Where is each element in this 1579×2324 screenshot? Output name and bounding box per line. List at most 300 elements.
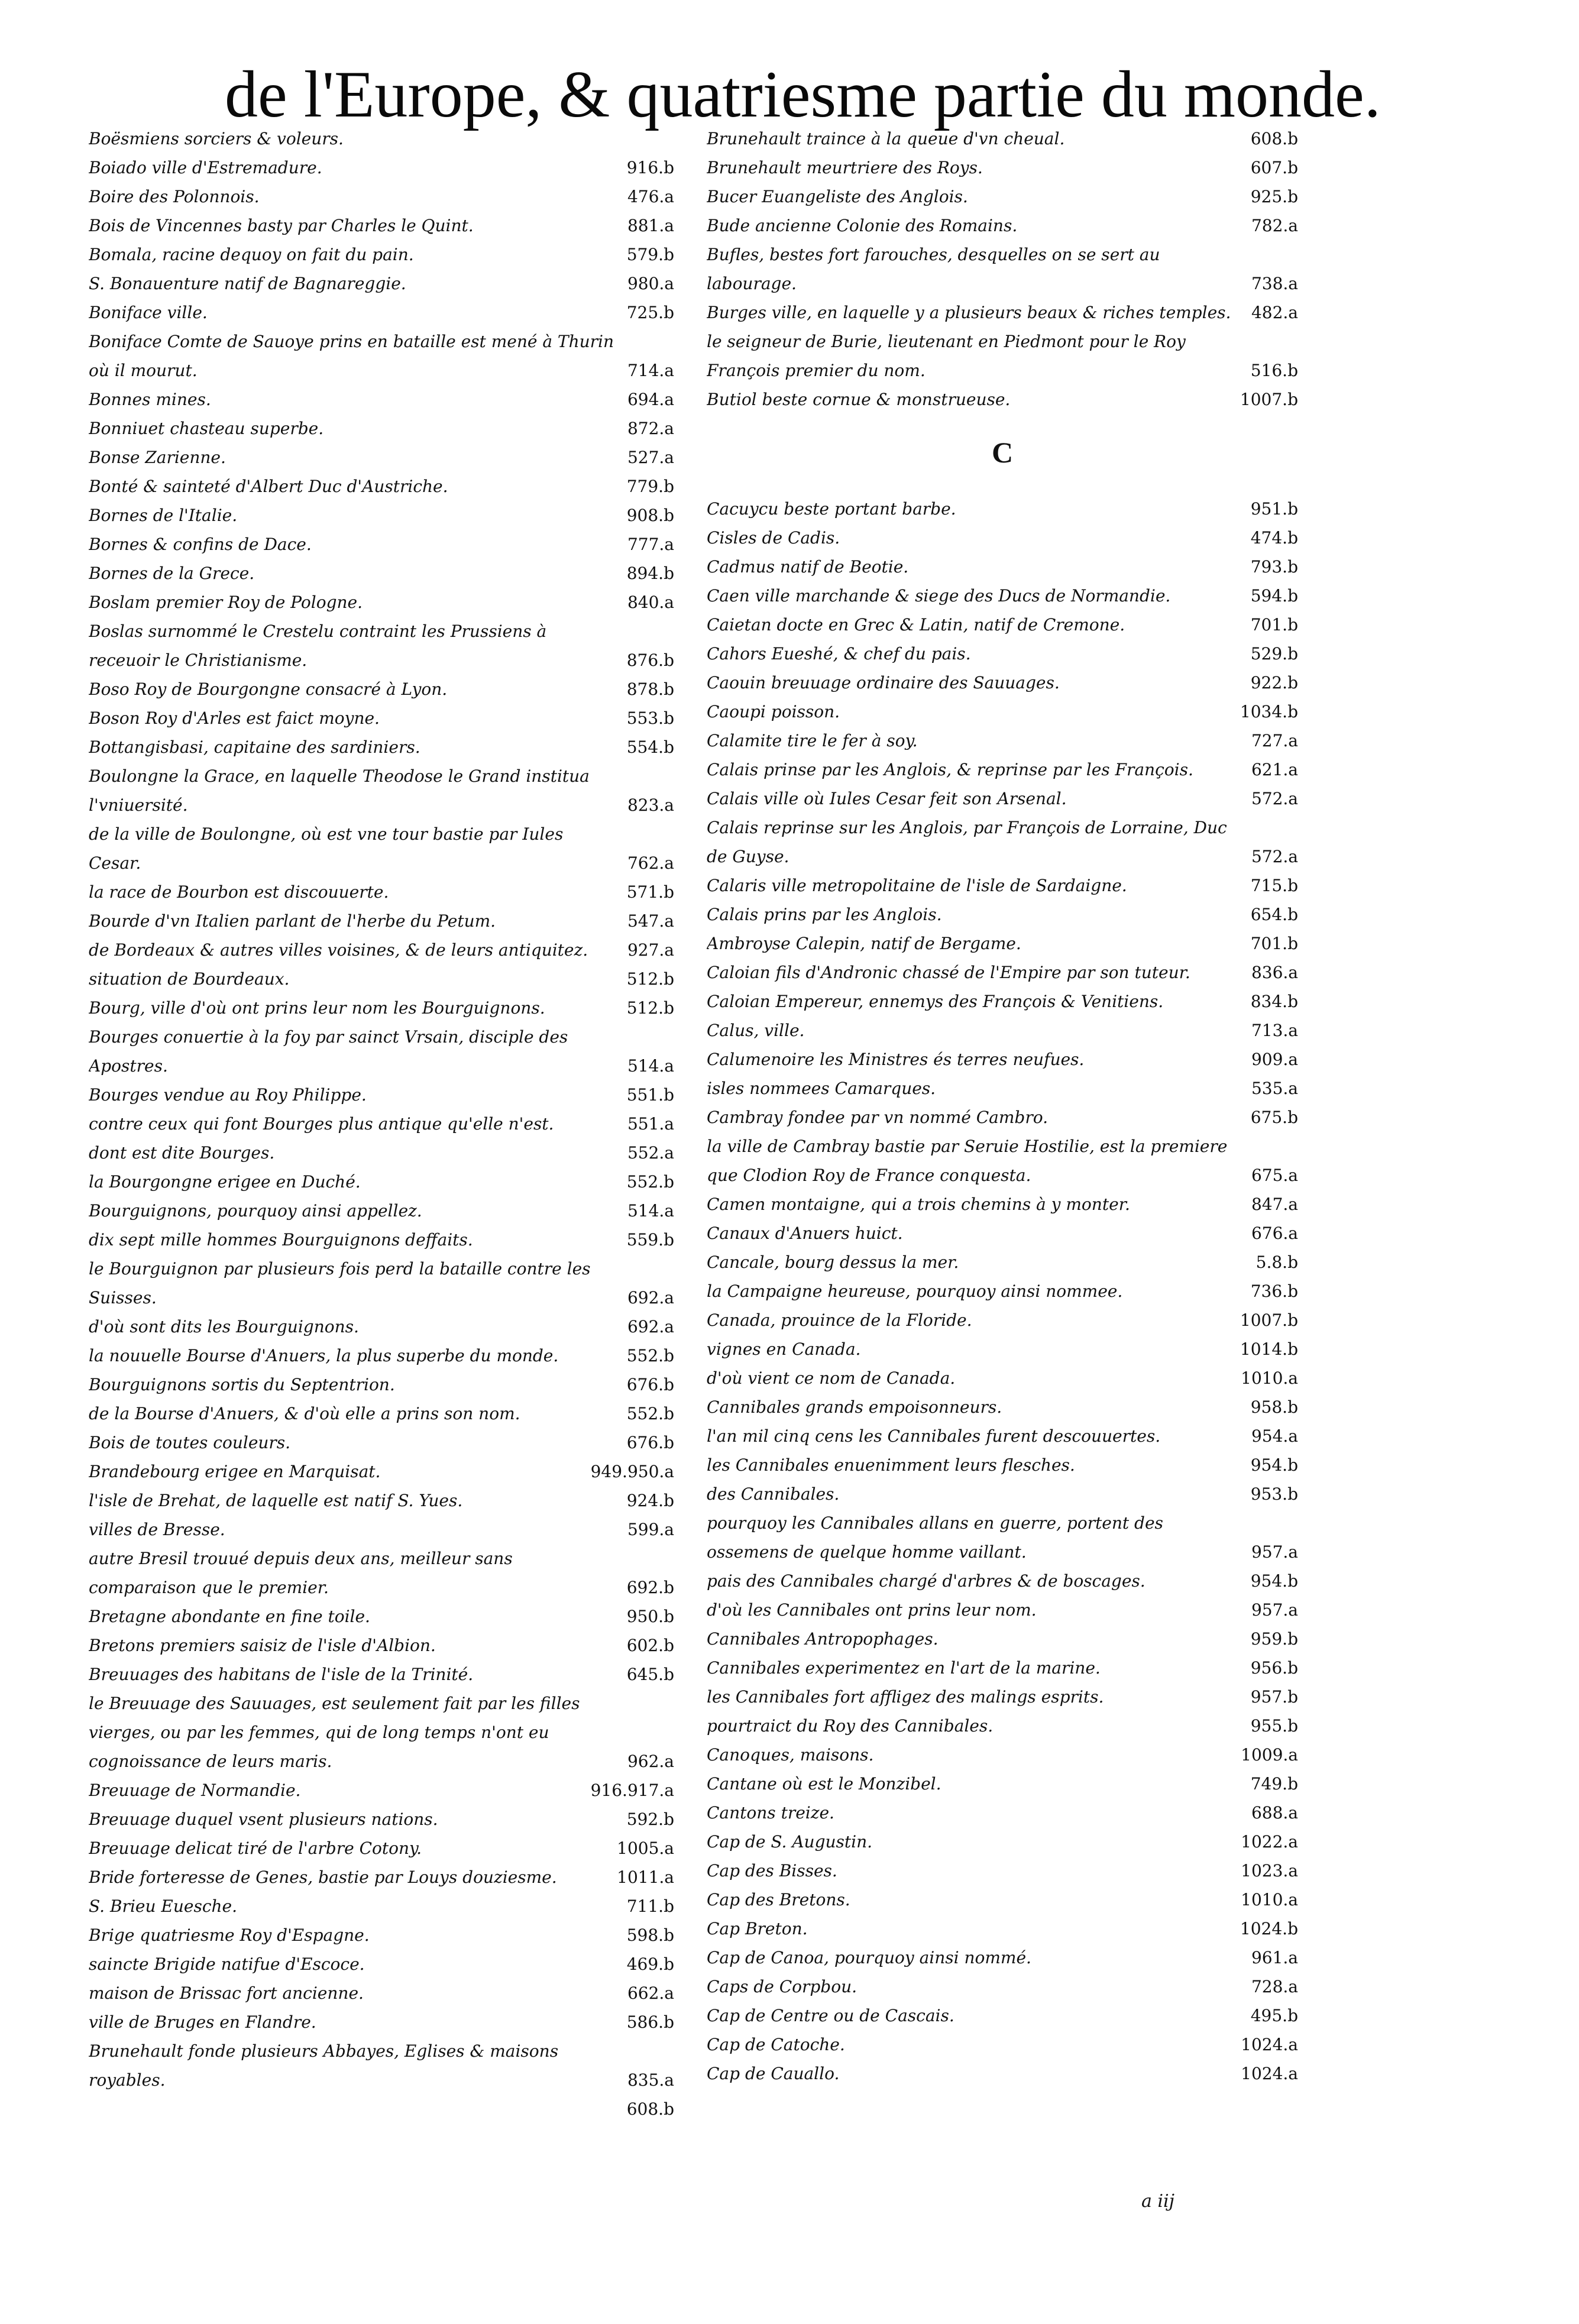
entry-text: S. Brieu Euesche. (89, 1896, 238, 1916)
index-entry (707, 1682, 1298, 1711)
entry-text: pais des Cannibales chargé d'arbres & de boscages. (707, 1571, 1146, 1591)
index-entry (707, 1103, 1298, 1132)
index-entry (89, 1979, 674, 2008)
entry-page-ref: 495.b (1250, 2006, 1298, 2025)
entry-text: Cacuycu beste portant barbe. (707, 499, 956, 519)
entry-page-ref: 961.a (1251, 1948, 1298, 1967)
index-entry (707, 1509, 1298, 1566)
entry-page-ref: 1022.a (1241, 1832, 1298, 1852)
index-entry (707, 1393, 1298, 1422)
entry-text: Cap de S. Augustin. (707, 1832, 873, 1852)
index-entry (89, 588, 674, 617)
entry-page-ref: 916.917.a (590, 1781, 674, 1800)
index-entry (707, 1364, 1298, 1393)
index-entry (707, 987, 1298, 1016)
entry-page-ref: 958.b (1250, 1397, 1298, 1417)
entry-text: Bonse Zarienne. (89, 448, 226, 467)
entry-text: Cannibales experimentez en l'art de la marine. (707, 1658, 1101, 1678)
entry-text: Calamite tire le fer à soy. (707, 731, 918, 750)
index-entry (707, 1914, 1298, 1943)
entry-page-ref: 662.a (627, 1983, 674, 2003)
index-entry (707, 385, 1298, 414)
entry-text: Calumenoire les Ministres és terres neufues. (707, 1050, 1085, 1069)
entry-text: Caloian fils d'Andronic chassé de l'Empire par son tuteur. (707, 963, 1190, 982)
entry-text: le seigneur de Burie, lieutenant en Piedmont pour le Roy François premier du nom. (707, 332, 1186, 380)
index-entry (707, 668, 1298, 697)
entry-text: Breuuage de Normandie. (89, 1781, 301, 1800)
index-entry (707, 581, 1298, 610)
index-entry (707, 1422, 1298, 1451)
entry-page-ref: 535.a (1251, 1079, 1298, 1098)
entry-page-ref: 572.a (1251, 847, 1298, 866)
entry-page-ref: 598.b (626, 1925, 674, 1945)
entry-text: Caloian Empereur, ennemys des François & Venitiens. (707, 992, 1164, 1011)
entry-text: Cancale, bourg dessus la mer. (707, 1252, 959, 1272)
entry-text: Boson Roy d'Arles est faict moyne. (89, 708, 380, 728)
index-entry (707, 327, 1298, 385)
entry-text: Camen montaigne, qui a trois chemins à y monter. (707, 1195, 1130, 1214)
section-letter: C (991, 436, 1014, 469)
entry-page-ref: 552.b (626, 1172, 674, 1192)
entry-page-ref: 834.b (1250, 992, 1298, 1011)
entry-page-ref: 909.a (1251, 1050, 1298, 1069)
entry-page-ref: 1024.a (1241, 2064, 1298, 2083)
index-entry (89, 269, 674, 298)
entry-page-ref: 962.a (627, 1752, 674, 1771)
entry-text: de Bordeaux & autres villes voisines, & de leurs antiquitez. (89, 940, 588, 960)
index-entry (89, 1109, 674, 1138)
entry-page-ref: 749.b (1250, 1774, 1298, 1794)
index-entry (89, 327, 674, 385)
entry-text: Cannibales grands empoisonneurs. (707, 1397, 1002, 1417)
entry-text: Bois de toutes couleurs. (89, 1433, 291, 1452)
page-title: de l'Europe, & quatriesme partie du monde. (225, 58, 1381, 131)
entry-text: Cap de Catoche. (707, 2035, 845, 2054)
entry-text: des Cannibales. (707, 1484, 840, 1504)
index-entry (89, 1776, 674, 1805)
entry-page-ref: 793.b (1250, 557, 1298, 577)
entry-text: Boniface ville. (89, 303, 208, 322)
index-entry (707, 726, 1298, 755)
index-entry (89, 1921, 674, 1950)
entry-page-ref: 1014.b (1240, 1339, 1298, 1359)
entry-text: Bride forteresse de Genes, bastie par Louys douziesme. (89, 1867, 557, 1887)
entry-page-ref: 727.a (1251, 731, 1298, 750)
entry-page-ref: 1010.a (1241, 1368, 1298, 1388)
entry-page-ref: 950.b (626, 1607, 674, 1626)
entry-text: Cap de Cauallo. (707, 2064, 840, 2083)
entry-page-ref: 559.b (626, 1230, 674, 1250)
entry-text: Breuuage delicat tiré de l'arbre Cotony. (89, 1839, 422, 1858)
index-entry (89, 182, 674, 211)
entry-text: vignes en Canada. (707, 1339, 861, 1359)
entry-page-ref: 675.b (1250, 1108, 1298, 1127)
entry-page-ref: 711.b (626, 1896, 674, 1916)
entry-text: l'an mil cinq cens les Cannibales furent descouuertes. (707, 1426, 1161, 1446)
entry-page-ref: 586.b (626, 2012, 674, 2032)
index-entry (89, 2037, 674, 2095)
entry-text: Butiol beste cornue & monstrueuse. (707, 390, 1011, 409)
entry-page-ref: 916.b (626, 158, 674, 177)
index-entry (89, 704, 674, 733)
entry-page-ref: 645.b (626, 1665, 674, 1684)
entry-text: d'où les Cannibales ont prins leur nom. (707, 1600, 1037, 1620)
entry-page-ref: 514.a (627, 1056, 674, 1076)
index-entry (89, 1805, 674, 1834)
entry-text: Bretons premiers saisiz de l'isle d'Albion. (89, 1636, 436, 1655)
entry-text: saincte Brigide natifue d'Escoce. (89, 1954, 365, 1974)
entry-page-ref: 552.a (627, 1143, 674, 1163)
entry-page-ref: 1034.b (1240, 702, 1298, 721)
entry-page-ref: 516.b (1250, 361, 1298, 380)
index-entry (707, 1248, 1298, 1277)
entry-page-ref: 476.a (627, 187, 674, 206)
entry-text: S. Bonauenture natif de Bagnareggie. (89, 274, 406, 293)
index-entry (707, 1451, 1298, 1480)
entry-text: de la Bourse d'Anuers, & d'où elle a prins son nom. (89, 1404, 520, 1423)
entry-page-ref: 552.b (626, 1404, 674, 1423)
entry-text: pourquoy les Cannibales allans en guerre, portent des ossemens de quelque homme vaillant. (707, 1513, 1163, 1562)
index-entry (707, 784, 1298, 813)
index-entry (707, 1856, 1298, 1885)
entry-page-ref: 894.b (626, 564, 674, 583)
index-entry (89, 762, 674, 820)
entry-text: les Cannibales fort affligez des malings esprits. (707, 1687, 1104, 1707)
index-entry (707, 900, 1298, 929)
index-entry (707, 2059, 1298, 2088)
entry-text: Burges ville, en laquelle y a plusieurs beaux & riches temples. (707, 303, 1231, 322)
entry-page-ref: 1005.a (617, 1839, 674, 1858)
index-entry (707, 153, 1298, 182)
entry-page-ref: 823.a (627, 795, 674, 815)
index-entry (89, 1254, 674, 1312)
entry-page-ref: 980.a (627, 274, 674, 293)
entry-page-ref: 954.a (1251, 1426, 1298, 1446)
entry-page-ref: 872.a (627, 419, 674, 438)
entry-text: d'où vient ce nom de Canada. (707, 1368, 956, 1388)
index-entry (707, 1740, 1298, 1769)
index-entry (707, 871, 1298, 900)
entry-text: Brunehault meurtriere des Roys. (707, 158, 983, 177)
index-entry (89, 1225, 674, 1254)
index-entry (707, 211, 1298, 240)
entry-page-ref: 551.b (626, 1085, 674, 1105)
entry-page-ref: 835.a (627, 2070, 674, 2090)
entry-text: isles nommees Camarques. (707, 1079, 936, 1098)
entry-text: d'où sont dits les Bourguignons. (89, 1317, 359, 1336)
entry-page-ref: 579.b (626, 245, 674, 264)
index-entry (89, 1892, 674, 1921)
index-entry (707, 1972, 1298, 2001)
entry-page-ref: 957.a (1251, 1542, 1298, 1562)
entry-text: Bonnes mines. (89, 390, 211, 409)
index-entry (89, 530, 674, 559)
entry-page-ref: 692.b (626, 1578, 674, 1597)
entry-page-ref: 482.a (1251, 303, 1298, 322)
entry-text: la Campaigne heureuse, pourquoy ainsi nommee. (707, 1281, 1123, 1301)
entry-text: Calais prins par les Anglois. (707, 905, 942, 924)
entry-page-ref: 949.950.a (590, 1462, 674, 1481)
entry-text: Brandebourg erigee en Marquisat. (89, 1462, 381, 1481)
entry-page-ref: 594.b (1250, 586, 1298, 606)
entry-page-ref: 692.a (627, 1317, 674, 1336)
entry-text: Cantons treize. (707, 1803, 834, 1823)
entry-page-ref: 714.a (627, 361, 674, 380)
entry-page-ref: 1009.a (1241, 1745, 1298, 1765)
index-entry (89, 820, 674, 878)
entry-page-ref: 688.a (1251, 1803, 1298, 1823)
index-entry (89, 1428, 674, 1457)
index-entry (707, 1885, 1298, 1914)
entry-text: la ville de Cambray bastie par Seruie Hostilie, est la premiere que Clodion Roy de France conquesta. (707, 1137, 1228, 1185)
index-entry (707, 2001, 1298, 2030)
index-entry (707, 1190, 1298, 1219)
entry-text: Bretagne abondante en fine toile. (89, 1607, 370, 1626)
entry-text: Breuuage duquel vsent plusieurs nations. (89, 1810, 438, 1829)
entry-page-ref: 474.b (1250, 528, 1298, 548)
entry-text: Bornes & confins de Dace. (89, 535, 312, 554)
entry-text: Bourges vendue au Roy Philippe. (89, 1085, 367, 1105)
index-entry (707, 1277, 1298, 1306)
entry-text: Canada, prouince de la Floride. (707, 1310, 972, 1330)
index-entry (707, 958, 1298, 987)
entry-page-ref: 728.a (1251, 1977, 1298, 1996)
entry-page-ref: 908.b (626, 506, 674, 525)
entry-page-ref: 762.a (627, 853, 674, 873)
entry-text: Calus, ville. (707, 1021, 805, 1040)
index-entry (707, 182, 1298, 211)
entry-text: Calais reprinse sur les Anglois, par François de Lorraine, Duc de Guyse. (707, 818, 1227, 866)
entry-text: Bornes de l'Italie. (89, 506, 238, 525)
entry-page-ref: 607.b (1250, 158, 1298, 177)
index-entry (89, 211, 674, 240)
entry-text: Bourges conuertie à la foy par sainct Vrsain, disciple des Apostres. (89, 1027, 568, 1076)
entry-page-ref: 694.a (627, 390, 674, 409)
entry-page-ref: 725.b (626, 303, 674, 322)
entry-text: Boiado ville d'Estremadure. (89, 158, 322, 177)
entry-text: Calaris ville metropolitaine de l'isle de Sardaigne. (707, 876, 1127, 895)
index-entry (707, 813, 1298, 871)
index-entries-c (707, 494, 1298, 2088)
index-entry (707, 1624, 1298, 1653)
index-entry (89, 964, 674, 993)
entry-page-ref: 701.b (1250, 615, 1298, 635)
entry-page-ref: 924.b (626, 1491, 674, 1510)
entry-page-ref: 1010.a (1241, 1890, 1298, 1909)
entry-page-ref: 954.b (1250, 1571, 1298, 1591)
entry-text: ville de Bruges en Flandre. (89, 2012, 316, 2032)
index-entry (89, 298, 674, 327)
entry-text: situation de Bourdeaux. (89, 969, 290, 989)
entry-text: Bonté & sainteté d'Albert Duc d'Austriche. (89, 477, 448, 496)
entry-page-ref: 925.b (1250, 187, 1298, 206)
index-entry (89, 1631, 674, 1660)
index-entry (89, 1167, 674, 1196)
entry-page-ref: 551.a (627, 1114, 674, 1134)
entry-text: Cap Breton. (707, 1919, 808, 1938)
entry-page-ref: 554.b (626, 737, 674, 757)
entry-text: Bonniuet chasteau superbe. (89, 419, 324, 438)
index-entry (707, 1827, 1298, 1856)
index-entry (707, 697, 1298, 726)
entry-text: autre Bresil trouué depuis deux ans, meilleur sans comparaison que le premier. (89, 1549, 513, 1597)
entry-text: Bourg, ville d'où ont prins leur nom les Bourguignons. (89, 998, 545, 1018)
index-entry (89, 501, 674, 530)
entry-page-ref: 951.b (1250, 499, 1298, 519)
index-column-left (89, 124, 674, 2124)
entry-page-ref: 529.b (1250, 644, 1298, 663)
index-entry (89, 1196, 674, 1225)
entry-text: les Cannibales enuenimment leurs flesches. (707, 1455, 1075, 1475)
entry-page-ref: 552.b (626, 1346, 674, 1365)
entry-text: Cisles de Cadis. (707, 528, 840, 548)
entry-text: Caoupi poisson. (707, 702, 840, 721)
entry-page-ref: 654.b (1250, 905, 1298, 924)
entry-page-ref: 840.a (627, 593, 674, 612)
entry-page-ref: 602.b (626, 1636, 674, 1655)
entry-page-ref: 676.b (626, 1433, 674, 1452)
entry-text: Cadmus natif de Beotie. (707, 557, 909, 577)
entry-text: Bufles, bestes fort farouches, desquelles on se sert au labourage. (707, 245, 1160, 293)
index-entry (707, 124, 1298, 153)
index-entry (89, 1602, 674, 1631)
index-entry (707, 1480, 1298, 1509)
index-entry (89, 936, 674, 964)
index-entry (89, 2095, 674, 2124)
entry-page-ref: 514.a (627, 1201, 674, 1221)
entry-text: Bomala, racine dequoy on fait du pain. (89, 245, 414, 264)
entry-page-ref: 1024.b (1240, 1919, 1298, 1938)
index-entry (707, 1016, 1298, 1045)
index-entry (707, 1653, 1298, 1682)
index-entry (89, 472, 674, 501)
index-entry (89, 1138, 674, 1167)
entry-page-ref: 621.a (1251, 760, 1298, 779)
entry-page-ref: 1024.a (1241, 2035, 1298, 2054)
index-entry (89, 1022, 674, 1080)
entry-text: Boslam premier Roy de Pologne. (89, 593, 363, 612)
entry-text: Boslas surnommé le Crestelu contraint les Prussiens à receuoir le Christianisme. (89, 622, 547, 670)
index-entry (707, 1045, 1298, 1074)
index-entry (89, 993, 674, 1022)
entry-text: Bourde d'vn Italien parlant de l'herbe du Petum. (89, 911, 496, 931)
entry-text: Calais ville où Iules Cesar feit son Arsenal. (707, 789, 1067, 808)
entry-text: Caps de Corpbou. (707, 1977, 858, 1996)
entry-page-ref: 608.b (1250, 129, 1298, 148)
entry-page-ref: 1011.a (617, 1867, 674, 1887)
entry-text: Canoques, maisons. (707, 1745, 874, 1765)
entry-text: Cantane où est le Monzibel. (707, 1774, 941, 1794)
entry-text: le Breuuage des Sauuages, est seulement fait par les filles vierges, ou par les femmes, qui de long temps n'ont eu cognoissance de leurs maris. (89, 1694, 580, 1771)
index-entry (89, 617, 674, 675)
entry-text: la race de Bourbon est discouuerte. (89, 882, 389, 902)
index-entry (89, 675, 674, 704)
entry-page-ref: 738.a (1251, 274, 1298, 293)
index-entry (707, 929, 1298, 958)
entry-text: de la ville de Boulongne, où est vne tour bastie par Iules Cesar. (89, 824, 564, 873)
entry-text: Cambray fondee par vn nommé Cambro. (707, 1108, 1048, 1127)
entry-text: Boniface Comte de Sauoye prins en bataille est mené à Thurin où il mourut. (89, 332, 614, 380)
index-entry (89, 1515, 674, 1544)
entry-page-ref: 881.a (627, 216, 674, 235)
entry-page-ref: 675.a (1251, 1166, 1298, 1185)
entry-page-ref: 1007.b (1240, 1310, 1298, 1330)
index-entry (707, 610, 1298, 639)
index-entry (707, 298, 1298, 327)
index-entry (89, 1370, 674, 1399)
entry-page-ref: 713.a (1251, 1021, 1298, 1040)
index-entry (707, 1711, 1298, 1740)
entry-page-ref: 836.a (1251, 963, 1298, 982)
entry-page-ref: 553.b (626, 708, 674, 728)
entry-text: Cannibales Antropophages. (707, 1629, 939, 1649)
entry-page-ref: 954.b (1250, 1455, 1298, 1475)
entry-text: Ambroyse Calepin, natif de Bergame. (707, 934, 1021, 953)
entry-page-ref: 957.a (1251, 1600, 1298, 1620)
entry-text: Bois de Vincennes basty par Charles le Quint. (89, 216, 474, 235)
index-entry (89, 1486, 674, 1515)
index-entry (707, 494, 1298, 523)
entry-text: Bucer Euangeliste des Anglois. (707, 187, 968, 206)
index-entry (89, 414, 674, 443)
index-entry (89, 1950, 674, 1979)
entry-text: Boso Roy de Bourgongne consacré à Lyon. (89, 679, 448, 699)
entry-page-ref: 953.b (1250, 1484, 1298, 1504)
index-entry (89, 1544, 674, 1602)
entry-text: la nouuelle Bourse d'Anuers, la plus superbe du monde. (89, 1346, 559, 1365)
index-entry (89, 443, 674, 472)
index-entry (89, 385, 674, 414)
entry-text: Boire des Polonnois. (89, 187, 260, 206)
entry-page-ref: 547.a (627, 911, 674, 931)
entry-text: la Bourgongne erigee en Duché. (89, 1172, 361, 1192)
signature-mark: a iij (1141, 2191, 1174, 2212)
index-entry (89, 1080, 674, 1109)
entry-page-ref: 592.b (626, 1810, 674, 1829)
entry-page-ref: 782.a (1251, 216, 1298, 235)
index-entry (707, 755, 1298, 784)
entry-page-ref: 957.b (1250, 1687, 1298, 1707)
entry-page-ref: 676.a (1251, 1224, 1298, 1243)
entry-page-ref: 571.b (626, 882, 674, 902)
entry-page-ref: 927.a (627, 940, 674, 960)
entry-text: Brige quatriesme Roy d'Espagne. (89, 1925, 370, 1945)
index-column-right (707, 124, 1298, 2088)
index-entry (89, 240, 674, 269)
index-entry (89, 153, 674, 182)
entry-text: le Bourguignon par plusieurs fois perd la bataille contre les Suisses. (89, 1259, 591, 1307)
index-entry (707, 2030, 1298, 2059)
entry-page-ref: 959.b (1250, 1629, 1298, 1649)
entry-text: villes de Bresse. (89, 1520, 225, 1539)
index-entry (89, 124, 674, 153)
entry-page-ref: 779.b (626, 477, 674, 496)
entry-page-ref: 736.b (1250, 1281, 1298, 1301)
index-entry (707, 523, 1298, 552)
entry-page-ref: 1007.b (1240, 390, 1298, 409)
index-entry (89, 878, 674, 907)
entry-text: Boësmiens sorciers & voleurs. (89, 129, 344, 148)
index-entry (89, 1341, 674, 1370)
index-entry (707, 1306, 1298, 1335)
entry-page-ref: 608.b (626, 2099, 674, 2119)
entry-page-ref: 676.b (626, 1375, 674, 1394)
entry-text: Caouin breuuage ordinaire des Sauuages. (707, 673, 1060, 692)
index-entry (707, 240, 1298, 298)
entry-text: Canaux d'Anuers huict. (707, 1224, 903, 1243)
entry-page-ref: 572.a (1251, 789, 1298, 808)
entry-page-ref: 527.a (627, 448, 674, 467)
